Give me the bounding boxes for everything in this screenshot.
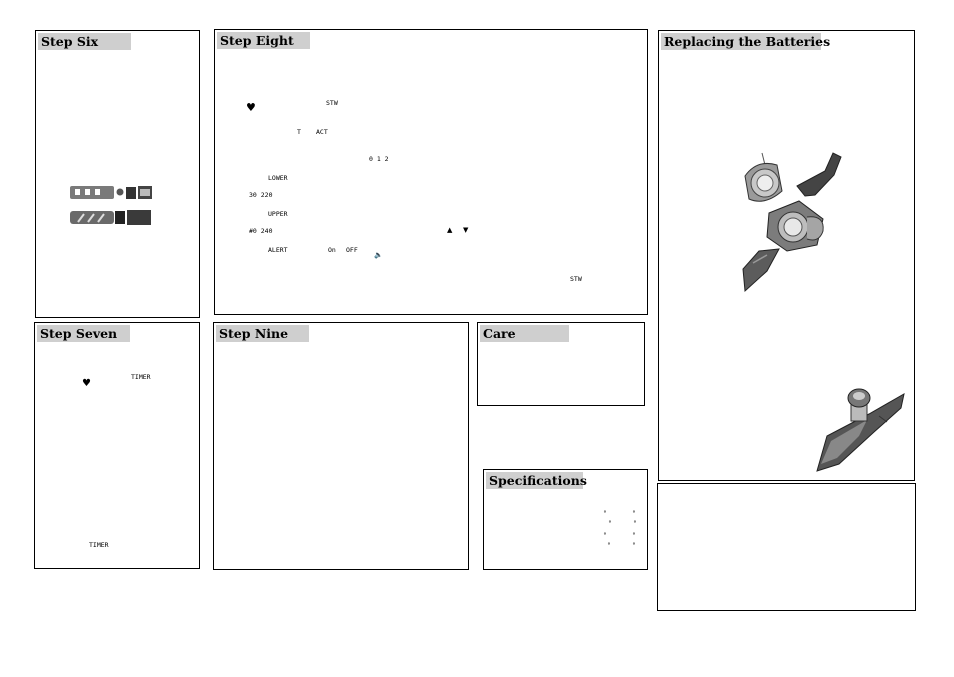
timer-label-bottom: TIMER	[89, 541, 109, 549]
on-label: On	[328, 246, 336, 254]
specifications-heading: Specifications	[486, 472, 583, 489]
alert-label: ALERT	[268, 246, 288, 254]
step-six-heading: Step Six	[38, 33, 131, 50]
speaker-icon: 🔈	[374, 251, 383, 259]
care-heading: Care	[480, 325, 569, 342]
degree-mark: °	[608, 519, 612, 527]
degree-mark: °	[633, 519, 637, 527]
off-label: OFF	[346, 246, 358, 254]
digits-label: 0 1 2	[369, 155, 389, 163]
heart-icon: ♥	[246, 101, 256, 114]
stw-label: STW	[326, 99, 338, 107]
step-seven-panel	[34, 322, 200, 569]
replacing-batteries-panel	[658, 30, 915, 481]
care-panel	[477, 322, 645, 406]
step-nine-heading: Step Nine	[216, 325, 309, 342]
degree-mark: °	[603, 531, 607, 539]
degree-mark: °	[607, 541, 611, 549]
blank-panel	[657, 483, 916, 611]
triangle-up-icon: ▲	[447, 226, 453, 234]
upper-range-value: #0 240	[249, 227, 273, 235]
lower-range-value: 30 220	[249, 191, 273, 199]
degree-mark: °	[632, 509, 636, 517]
t-label: T	[297, 128, 301, 136]
step-nine-panel	[213, 322, 469, 570]
step-six-panel	[35, 30, 200, 318]
heart-icon: ♥	[82, 378, 91, 389]
act-label: ACT	[316, 128, 328, 136]
step-eight-panel	[214, 29, 648, 315]
step-seven-heading: Step Seven	[37, 325, 130, 342]
specifications-panel	[483, 469, 648, 570]
watch-battery-compartment-illustration	[737, 151, 847, 296]
battery-opener-tool-illustration	[809, 386, 909, 476]
step-eight-heading: Step Eight	[217, 32, 310, 49]
strap-adjustment-illustration	[66, 181, 156, 231]
timer-label: TIMER	[131, 373, 151, 381]
stw-label-bottom: STW	[570, 275, 582, 283]
degree-mark: °	[632, 531, 636, 539]
triangle-down-icon: ▼	[463, 226, 469, 234]
lower-label: LOWER	[268, 174, 288, 182]
degree-mark: °	[603, 509, 607, 517]
degree-mark: °	[632, 541, 636, 549]
replacing-batteries-heading: Replacing the Batteries	[661, 33, 821, 50]
upper-label: UPPER	[268, 210, 288, 218]
